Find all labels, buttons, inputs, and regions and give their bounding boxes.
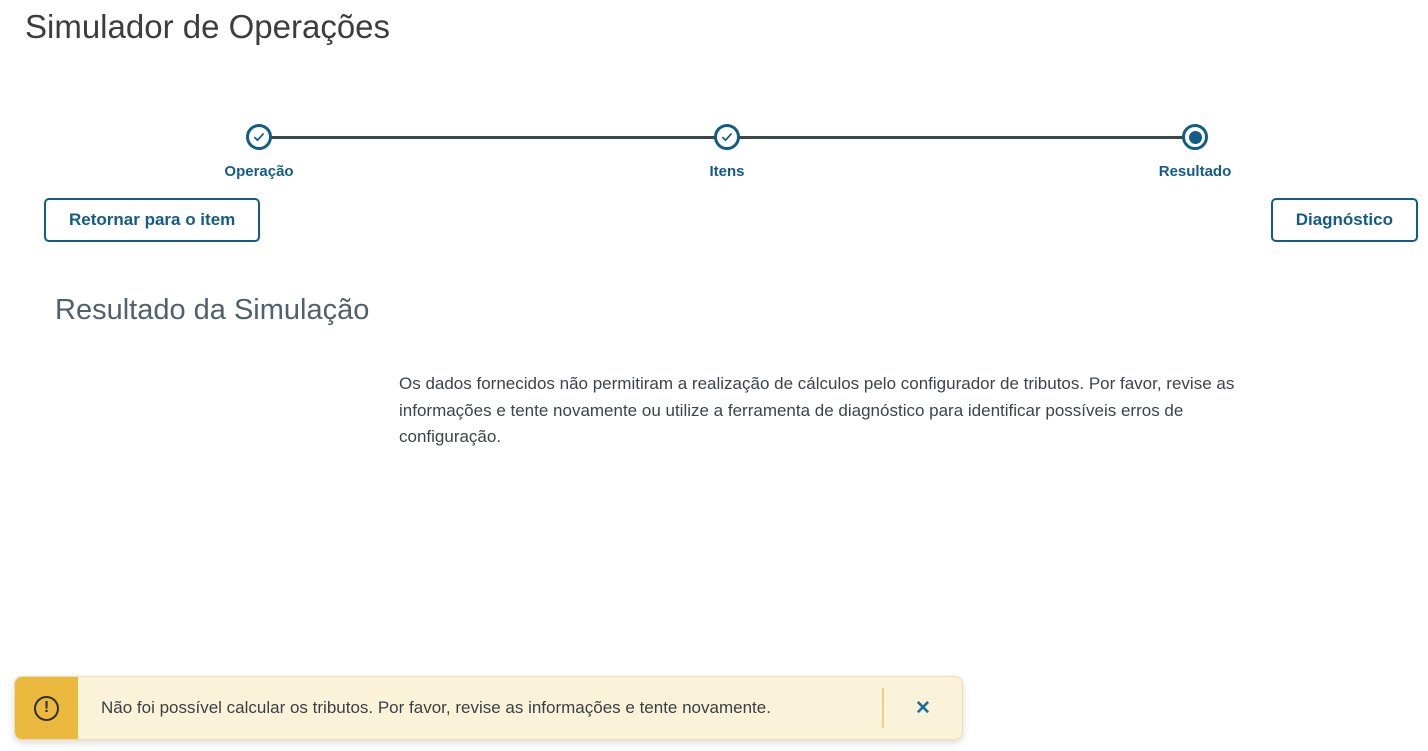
close-icon: ✕ [915, 697, 931, 719]
step-label-operacao: Operação [224, 163, 294, 180]
result-message-text: Os dados fornecidos não permitiram a realização de cálculos pelo configurador de tributos. Por favor, revise as informações e tente novamente ou utilize a ferramenta de diagnóstico para identificar possíveis erros de configuração. [399, 374, 1235, 446]
toast-close-button[interactable] [884, 677, 962, 739]
warning-icon-glyph: ! [43, 699, 50, 716]
step-operacao-check-circle-icon[interactable] [246, 124, 272, 150]
diagnostic-button[interactable]: Diagnóstico [1271, 198, 1418, 242]
warning-icon-box [15, 677, 78, 739]
filled-dot-icon [1189, 131, 1202, 144]
check-icon [252, 130, 266, 144]
return-to-item-button[interactable]: Retornar para o item [44, 198, 260, 242]
step-label-itens: Itens [709, 163, 745, 180]
warning-exclamation-icon [34, 696, 59, 721]
warning-toast [14, 676, 963, 740]
page-title: Simulador de Operações [25, 8, 391, 45]
result-section-heading: Resultado da Simulação [55, 294, 370, 326]
step-label-resultado: Resultado [1158, 163, 1232, 180]
toast-message-text: Não foi possível calcular os tributos. Por favor, revise as informações e tente novamente. [101, 698, 771, 717]
check-icon [720, 130, 734, 144]
progress-stepper [0, 124, 1428, 186]
step-itens-check-circle-icon[interactable] [714, 124, 740, 150]
step-resultado-active-circle-icon[interactable] [1182, 124, 1208, 150]
